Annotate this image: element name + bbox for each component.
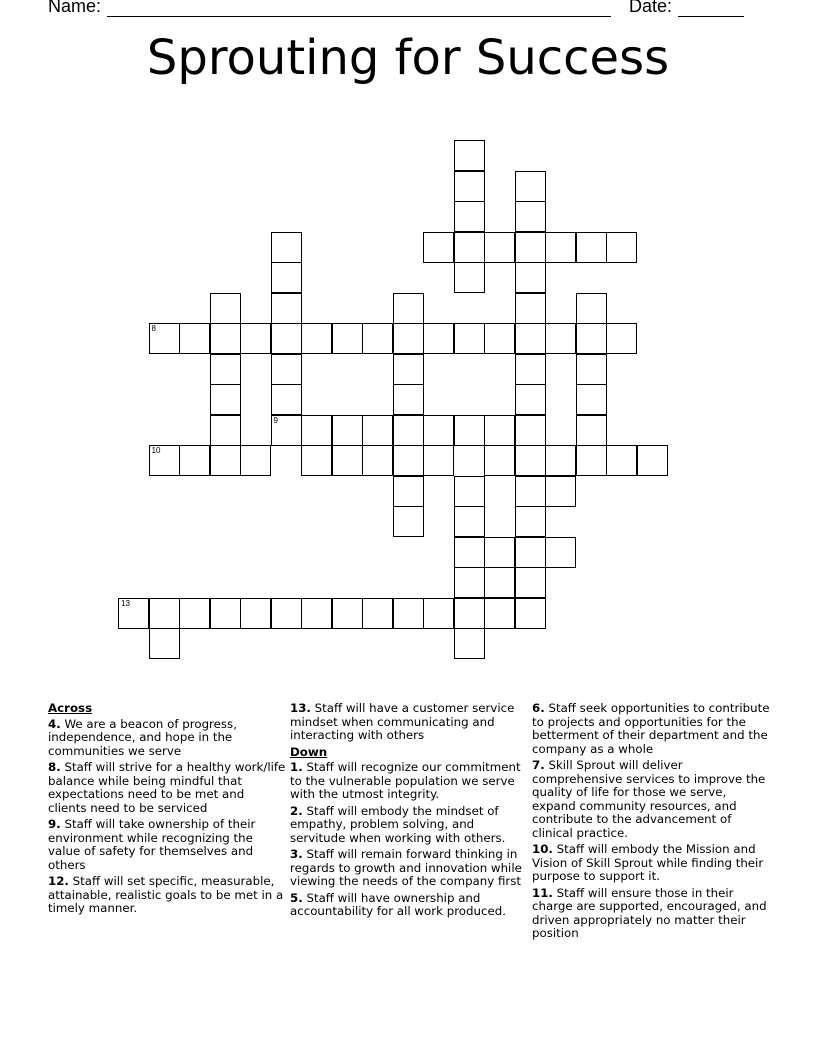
clue-across-8 xyxy=(48,761,286,815)
clue-text: Staff will recognize our commitment to the vulnerable population we serve with the utmost integrity. xyxy=(290,760,521,801)
clue-text: Staff will embody the mindset of empathy, problem solving, and servitude when working with others. xyxy=(290,803,506,845)
grid-cell[interactable] xyxy=(515,171,546,202)
grid-cell[interactable] xyxy=(210,323,241,354)
grid-cell[interactable] xyxy=(362,415,393,446)
clue-down-5 xyxy=(290,892,528,919)
grid-cell[interactable] xyxy=(576,354,607,385)
grid-cell[interactable] xyxy=(149,598,180,629)
grid-cell[interactable] xyxy=(545,476,576,507)
grid-cell[interactable] xyxy=(179,323,210,354)
grid-cell[interactable] xyxy=(454,537,485,568)
grid-cell[interactable] xyxy=(271,354,302,385)
clue-number: 13. xyxy=(290,701,311,715)
grid-cell[interactable] xyxy=(454,140,485,171)
clue-text: Staff will ensure those in their charge are supported, encouraged, and driven appropriately no matter their position xyxy=(532,885,767,940)
grid-cell[interactable] xyxy=(149,445,180,476)
clue-text: Staff will set specific, measurable, attainable, realistic goals to be met in a timely manner. xyxy=(48,874,284,915)
clue-number-label: 13 xyxy=(121,598,130,608)
grid-cell[interactable] xyxy=(210,445,241,476)
grid-cell[interactable] xyxy=(332,415,363,446)
grid-cell[interactable] xyxy=(515,293,546,324)
grid-cell[interactable] xyxy=(271,262,302,293)
clue-number: 6. xyxy=(532,701,545,715)
grid-cell[interactable] xyxy=(545,445,576,476)
grid-cell[interactable] xyxy=(454,323,485,354)
clue-text: Staff will have a customer service mindset when communicating and interacting with others xyxy=(290,701,515,742)
grid-cell[interactable] xyxy=(210,354,241,385)
clue-across-12 xyxy=(48,875,286,916)
grid-cell[interactable] xyxy=(301,598,332,629)
grid-cell[interactable] xyxy=(332,323,363,354)
grid-cell[interactable] xyxy=(515,415,546,446)
grid-cell[interactable] xyxy=(240,598,271,629)
grid-cell[interactable] xyxy=(301,415,332,446)
grid-cell[interactable] xyxy=(393,598,424,629)
name-label: Name: xyxy=(48,0,102,16)
grid-cell[interactable] xyxy=(454,262,485,293)
date-label: Date: xyxy=(629,0,673,16)
clue-number: 3. xyxy=(290,847,303,861)
grid-cell[interactable] xyxy=(515,323,546,354)
clue-number: 5. xyxy=(290,890,303,905)
clue-text: We are a beacon of progress, independence, and hope in the communities we serve xyxy=(48,716,237,758)
grid-cell[interactable] xyxy=(393,445,424,476)
grid-cell[interactable] xyxy=(515,262,546,293)
grid-cell[interactable] xyxy=(179,598,210,629)
grid-cell[interactable] xyxy=(149,323,180,354)
clue-number: 11. xyxy=(532,885,553,900)
grid-cell[interactable] xyxy=(484,415,515,446)
grid-cell[interactable] xyxy=(454,201,485,232)
grid-cell[interactable] xyxy=(210,293,241,324)
grid-cell[interactable] xyxy=(515,537,546,568)
clue-down-7 xyxy=(532,759,772,840)
clue-number: 4. xyxy=(48,716,61,731)
grid-cell[interactable] xyxy=(393,506,424,537)
grid-cell[interactable] xyxy=(576,232,607,263)
grid-cell[interactable] xyxy=(301,323,332,354)
grid-cell[interactable] xyxy=(393,476,424,507)
grid-cell[interactable] xyxy=(515,506,546,537)
grid-cell[interactable] xyxy=(454,476,485,507)
grid-cell[interactable] xyxy=(576,445,607,476)
grid-cell[interactable] xyxy=(515,476,546,507)
clue-text: Staff will remain forward thinking in regards to growth and innovation while viewing the needs of the company first xyxy=(290,847,522,888)
grid-cell[interactable] xyxy=(576,293,607,324)
grid-cell[interactable] xyxy=(576,384,607,415)
clue-across-4 xyxy=(48,718,286,759)
grid-cell[interactable] xyxy=(362,445,393,476)
clue-number: 1. xyxy=(290,760,303,774)
grid-cell[interactable] xyxy=(271,323,302,354)
across-heading: Across xyxy=(48,701,93,715)
grid-cell[interactable] xyxy=(515,384,546,415)
clue-number: 9. xyxy=(48,817,61,831)
grid-cell[interactable] xyxy=(606,232,637,263)
grid-cell[interactable] xyxy=(423,445,454,476)
grid-cell[interactable] xyxy=(515,445,546,476)
grid-cell[interactable] xyxy=(454,415,485,446)
grid-cell[interactable] xyxy=(271,598,302,629)
grid-cell[interactable] xyxy=(362,323,393,354)
grid-cell[interactable] xyxy=(271,232,302,263)
grid-cell[interactable] xyxy=(576,323,607,354)
grid-cell[interactable] xyxy=(454,628,485,659)
clue-number: 10. xyxy=(532,842,553,856)
grid-cell[interactable] xyxy=(301,445,332,476)
grid-cell[interactable] xyxy=(454,567,485,598)
clue-number-label: 9 xyxy=(273,415,278,425)
clues-column-3 xyxy=(532,702,772,944)
grid-cell[interactable] xyxy=(484,567,515,598)
grid-cell[interactable] xyxy=(393,354,424,385)
grid-cell[interactable] xyxy=(454,171,485,202)
clue-text: Staff will embody the Mission and Vision of Skill Sprout while finding their purpose to support it. xyxy=(532,842,764,883)
grid-cell[interactable] xyxy=(393,415,424,446)
clue-text: Staff seek opportunities to contribute to projects and opportunities for the betterment of their department and the company as a whole xyxy=(532,701,770,756)
grid-cell[interactable] xyxy=(545,323,576,354)
grid-cell[interactable] xyxy=(606,323,637,354)
grid-cell[interactable] xyxy=(393,323,424,354)
grid-cell[interactable] xyxy=(515,598,546,629)
clue-down-3 xyxy=(290,848,528,889)
grid-cell[interactable] xyxy=(484,445,515,476)
grid-cell[interactable] xyxy=(423,232,454,263)
grid-cell[interactable] xyxy=(240,445,271,476)
grid-cell[interactable] xyxy=(515,232,546,263)
grid-cell[interactable] xyxy=(484,232,515,263)
clue-down-10 xyxy=(532,843,772,884)
grid-cell[interactable] xyxy=(484,323,515,354)
grid-cell[interactable] xyxy=(423,598,454,629)
clue-text: Staff will strive for a healthy work/life balance while being mindful that expectations need to be met and clients need to be serviced xyxy=(48,760,286,815)
grid-cell[interactable] xyxy=(332,598,363,629)
clue-number: 2. xyxy=(290,803,303,818)
grid-cell[interactable] xyxy=(515,201,546,232)
clue-down-6 xyxy=(532,702,772,756)
clues-column-1 xyxy=(48,702,286,919)
grid-cell[interactable] xyxy=(484,598,515,629)
clue-number: 12. xyxy=(48,874,69,888)
grid-cell[interactable] xyxy=(271,415,302,446)
grid-cell[interactable] xyxy=(179,445,210,476)
grid-cell[interactable] xyxy=(118,598,149,629)
grid-cell[interactable] xyxy=(423,415,454,446)
grid-cell[interactable] xyxy=(454,506,485,537)
grid-cell[interactable] xyxy=(515,567,546,598)
grid-cell[interactable] xyxy=(271,293,302,324)
grid-cell[interactable] xyxy=(332,445,363,476)
page-title: Sprouting for Success xyxy=(146,30,670,86)
grid-cell[interactable] xyxy=(362,598,393,629)
grid-cell[interactable] xyxy=(210,415,241,446)
clue-down-1 xyxy=(290,761,528,802)
grid-cell[interactable] xyxy=(545,232,576,263)
grid-cell[interactable] xyxy=(515,354,546,385)
grid-cell[interactable] xyxy=(576,415,607,446)
clue-text: Skill Sprout will deliver comprehensive services to improve the quality of life for those we serve, expand community resources, and contribute to the advancement of clinical practice. xyxy=(532,758,766,840)
grid-cell[interactable] xyxy=(484,537,515,568)
grid-cell[interactable] xyxy=(606,445,637,476)
clue-number: 8. xyxy=(48,760,61,774)
grid-cell[interactable] xyxy=(423,323,454,354)
grid-cell[interactable] xyxy=(454,598,485,629)
grid-cell[interactable] xyxy=(545,537,576,568)
grid-cell[interactable] xyxy=(210,384,241,415)
clue-across-9 xyxy=(48,818,286,872)
clue-across-13 xyxy=(290,702,528,743)
clue-number-label: 10 xyxy=(151,446,161,455)
grid-cell[interactable] xyxy=(240,323,271,354)
clue-text: Staff will have ownership and accountability for all work produced. xyxy=(290,890,506,918)
grid-cell[interactable] xyxy=(393,293,424,324)
clues-column-2 xyxy=(290,702,528,922)
grid-cell[interactable] xyxy=(210,598,241,629)
clue-down-11 xyxy=(532,887,772,941)
clue-down-2 xyxy=(290,805,528,846)
grid-cell[interactable] xyxy=(454,232,485,263)
clue-number: 7. xyxy=(532,758,545,772)
grid-cell[interactable] xyxy=(271,384,302,415)
down-heading: Down xyxy=(290,744,328,759)
clue-number-label: 8 xyxy=(151,324,156,333)
grid-cell[interactable] xyxy=(149,628,180,659)
clue-text: Staff will take ownership of their environment while recognizing the value of safety for themselves and others xyxy=(48,817,256,872)
grid-cell[interactable] xyxy=(393,384,424,415)
grid-cell[interactable] xyxy=(637,445,668,476)
